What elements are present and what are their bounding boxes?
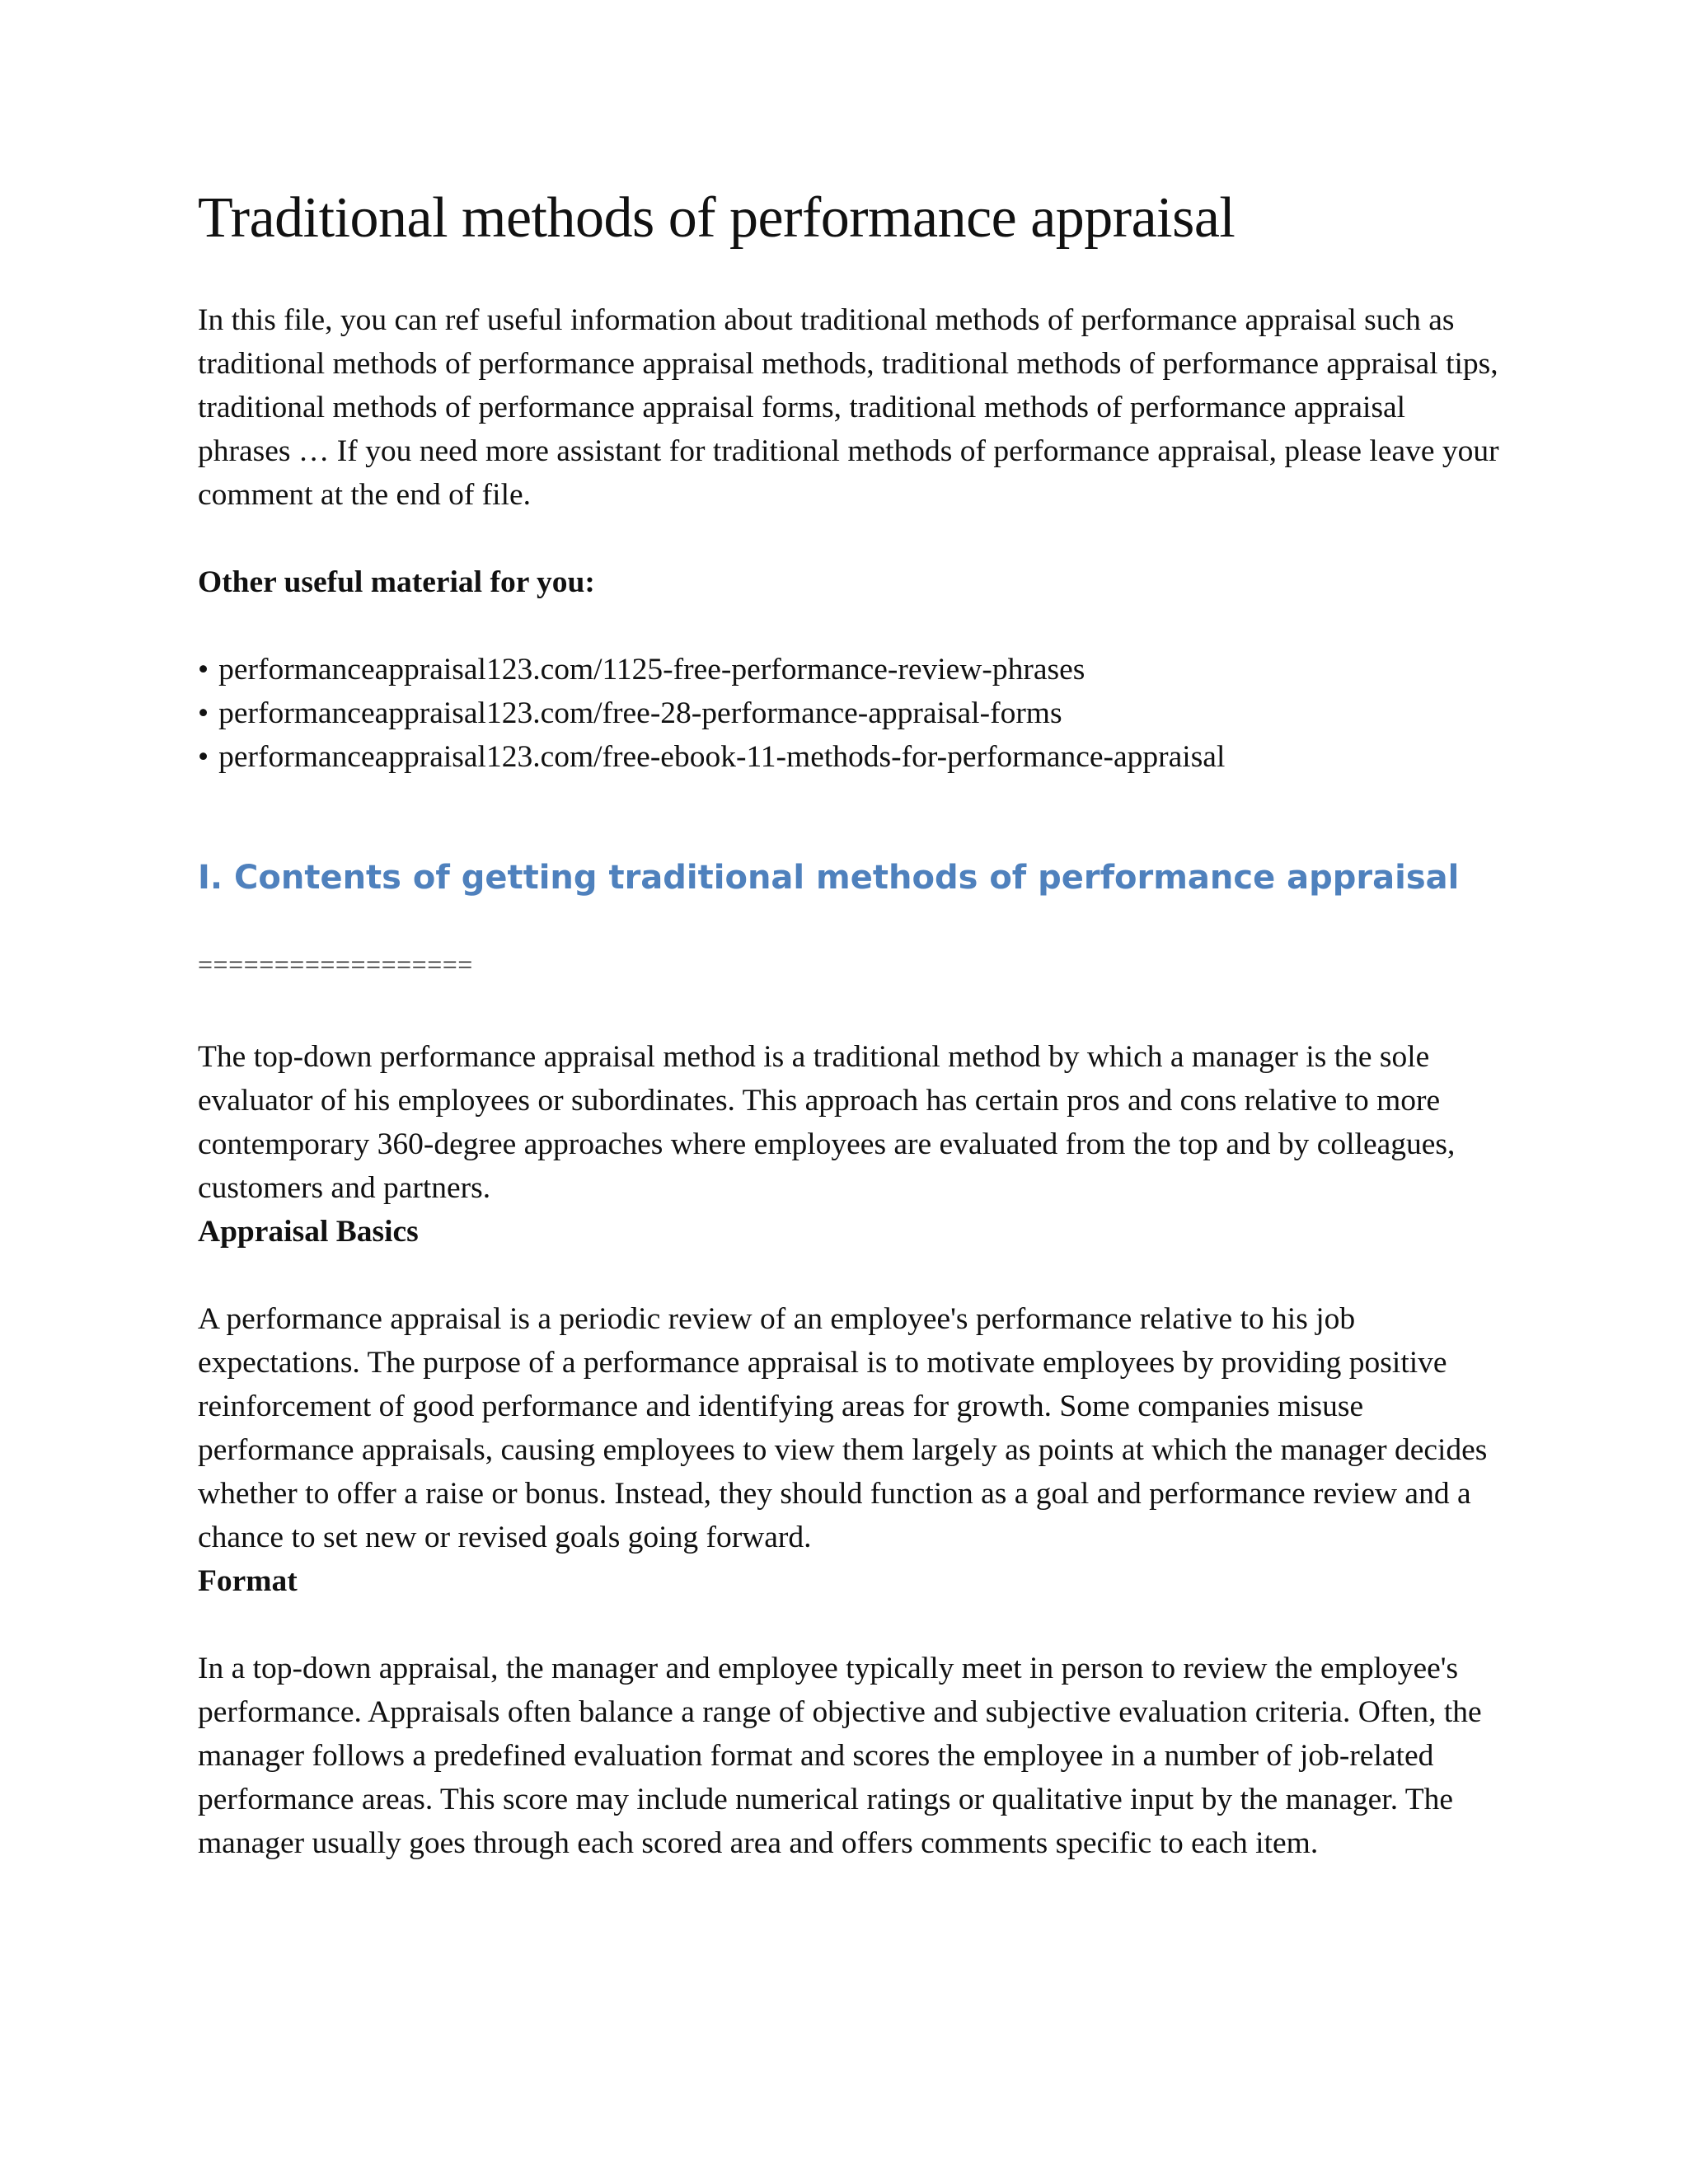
material-link[interactable]: • performanceappraisal123.com/free-ebook-11-methods-for-performance-appraisal (198, 735, 1500, 779)
subheading-format: Format (198, 1563, 298, 1598)
section-paragraph-1: The top-down performance appraisal method is a traditional method by which a manager is the sole evaluator of his employees or subordinates. This approach has certain pros and cons relative to more contemporary 360-degree approaches where employees are evaluated from the top and by colleagues, customers and partners. (198, 1039, 1456, 1205)
subheading-appraisal-basics: Appraisal Basics (198, 1214, 419, 1249)
material-link[interactable]: • performanceappraisal123.com/free-28-performance-appraisal-forms (198, 691, 1500, 735)
text-divider: ================== (198, 949, 473, 979)
intro-paragraph: In this file, you can ref useful information about traditional methods of performance appraisal such as traditional methods of performance appraisal methods, traditional methods of performance appraisal tips, traditional methods of performance appraisal forms, traditional methods of performance appraisal phrases … If you need more assistant for traditional methods of performance appraisal, please leave your comment at the end of file. (198, 302, 1499, 512)
section-heading: I. Contents of getting traditional methods of performance appraisal (198, 858, 1460, 897)
section-paragraph-3: In a top-down appraisal, the manager and employee typically meet in person to review the employee's performance. Appraisals often balance a range of objective and subjective evaluation criteria. Often, the manager follows a predefined evaluation format and scores the employee in a number of job-related performance areas. This score may include numerical ratings or qualitative input by the manager. The manager usually goes through each scored area and offers comments specific to each item. (198, 1651, 1482, 1860)
other-material-heading: Other useful material for you: (198, 565, 595, 599)
material-link[interactable]: • performanceappraisal123.com/1125-free-performance-review-phrases (198, 648, 1500, 691)
page-title: Traditional methods of performance appraisal (198, 186, 1236, 250)
section-paragraph-2: A performance appraisal is a periodic review of an employee's performance relative to his job expectations. The purpose of a performance appraisal is to motivate employees by providing positive reinforcement of good performance and identifying areas for growth. Some companies misuse performance appraisals, causing employees to view them largely as points at which the manager decides whether to offer a raise or bonus. Instead, they should function as a goal and performance review and a chance to set new or revised goals going forward. (198, 1301, 1488, 1554)
document-page (198, 185, 1500, 1865)
material-link-list (198, 648, 1500, 779)
